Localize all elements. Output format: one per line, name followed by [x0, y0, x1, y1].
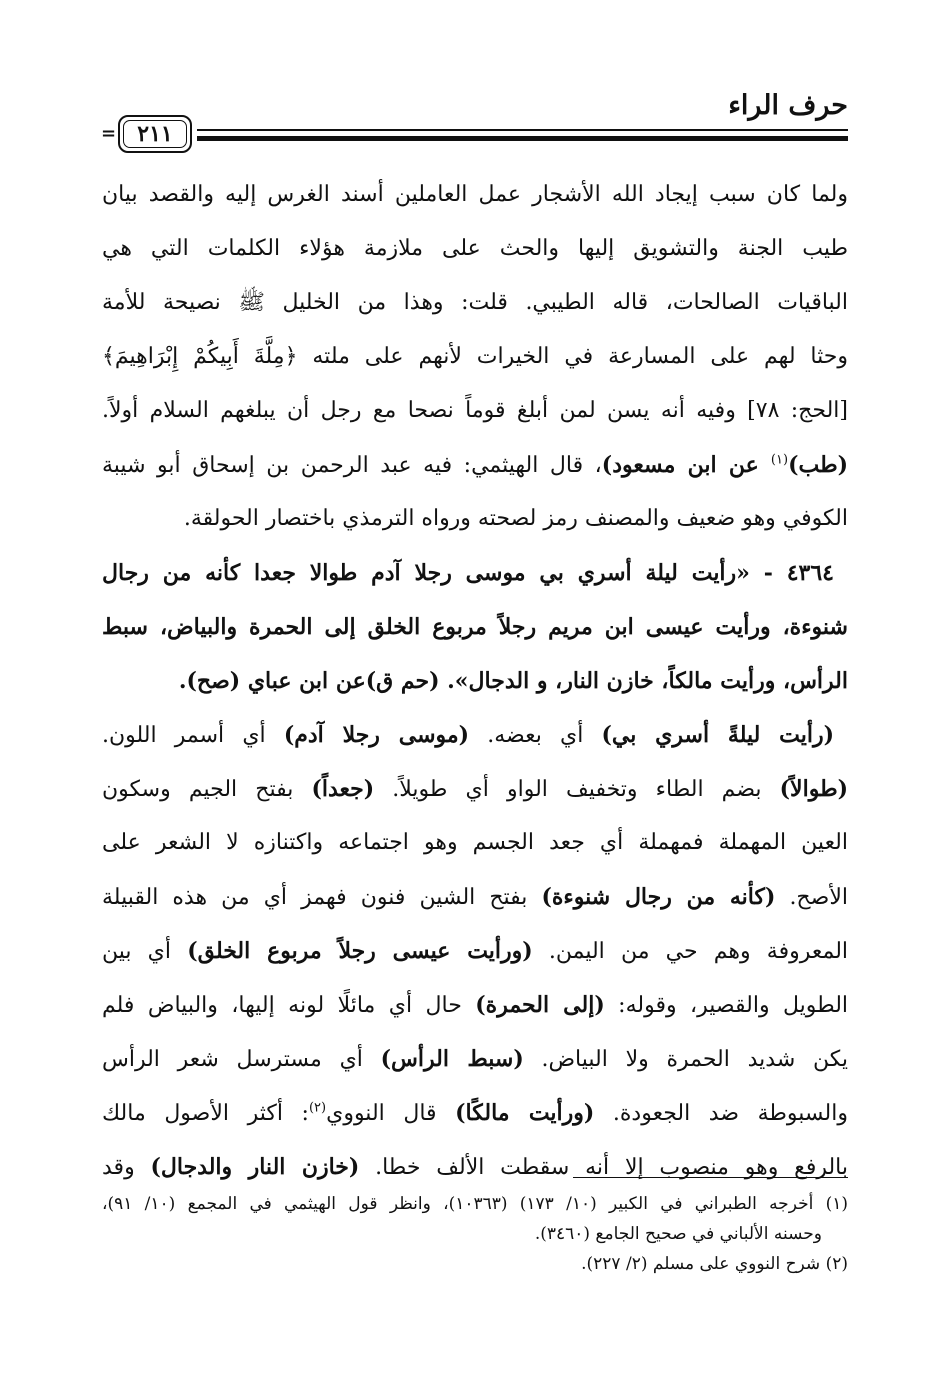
quoted-phrase: (إلى الحمرة): [475, 992, 605, 1018]
text-line: [102, 924, 848, 978]
quoted-phrase: (جعداً): [311, 776, 375, 802]
commentary: ، قال الهيثمي: فيه عبد الرحمن بن إسحاق أبو شيبة: [102, 453, 602, 478]
commentary: أي بعضه.: [469, 723, 602, 748]
footnote-ref-1: (١): [770, 452, 789, 468]
page-number-ornament: =: [101, 123, 117, 144]
text-line: طيب الجنة والتشويق إليها والحث على ملازمة هؤلاء الكلمات التي هي: [102, 236, 848, 261]
source-code: (طب): [788, 452, 848, 478]
text-line: [102, 1086, 848, 1140]
footnote-1-continuation: وحسنه الألباني في صحيح الجامع (٣٤٦٠).: [534, 1224, 822, 1244]
text-line: [102, 978, 848, 1032]
header-double-rule: [197, 129, 848, 141]
page-number-frame: [118, 115, 192, 153]
commentary: أي بين: [102, 939, 188, 964]
text-line: ولما كان سبب إيجاد الله الأشجار عمل العاملين أسند الغرس إليه والقصد بيان: [102, 182, 848, 207]
text-line: الباقيات الصالحات، قاله الطيبي. قلت: وهذا من الخليل ﷺ نصيحة للأمة: [102, 290, 848, 315]
text-line: الكوفي وهو ضعيف والمصنف رمز لصحته ورواه الترمذي باختصار الحولقة.: [183, 506, 848, 531]
page-number: ٢١١: [137, 121, 173, 147]
quoted-phrase: (خازن النار والدجال): [150, 1154, 360, 1180]
quoted-phrase: (كأنه من رجال شنوءة): [541, 884, 776, 910]
text-line: [102, 1032, 848, 1086]
footnote-separator: [573, 1177, 848, 1178]
commentary: أي أسمر اللون.: [102, 723, 284, 748]
main-text: [102, 168, 848, 1194]
commentary: الأصح.: [775, 885, 848, 910]
commentary: أي مسترسل شعر الرأس: [102, 1047, 381, 1072]
narrator: عن ابن مسعود): [601, 452, 771, 478]
text-line: [102, 762, 848, 816]
text-line: وحثا لهم على المسارعة في الخيرات لأنهم على ملته ﴿مِلَّةَ أَبِيكُمْ إِبْرَاهِيمَ﴾: [102, 344, 848, 369]
commentary: بالرفع وهو منصوب إلا أنه سقطت الألف خطا.: [359, 1155, 848, 1180]
text-line: العين المهملة فمهملة أي جعد الجسم وهو اجتماعه واكتنازه لا الشعر على: [102, 830, 848, 855]
quoted-phrase: (سبط الرأس): [380, 1046, 524, 1072]
footnote-1: (١) أخرجه الطبراني في الكبير (١٠/ ١٧٣) (١٠٣٦٣)، وانظر قول الهيثمي في المجمع (١٠/ ٩١)،: [102, 1194, 848, 1214]
commentary: بفتح الجيم وسكون: [102, 777, 312, 802]
commentary: وقد: [102, 1155, 151, 1180]
quoted-phrase: (ورأيت عيسى رجلاً مربوع الخلق): [187, 938, 533, 964]
commentary: يكن شديد الحمرة ولا البياض.: [523, 1047, 848, 1072]
footnote-2: (٢) شرح النووي على مسلم (٢/ ٢٢٧).: [581, 1254, 848, 1274]
commentary: حال أي مائلًا لونه إليها، والبياض فلم: [102, 993, 476, 1018]
footnote-ref-2: (٢): [308, 1100, 327, 1116]
text-line: [102, 870, 848, 924]
quoted-phrase: (موسى رجلا آدم): [283, 722, 470, 748]
quoted-phrase: (طوالاً): [779, 776, 848, 802]
commentary: بضم الطاء وتخفيف الواو أي طويلاً.: [374, 777, 780, 802]
quoted-phrase: (ورأيت مالكًا): [455, 1100, 595, 1126]
text-line: [102, 708, 848, 762]
running-title: حرف الراء: [728, 90, 848, 121]
commentary: : أكثر الأصول مالك: [102, 1101, 309, 1126]
text-line: [الحج: ٧٨] وفيه أنه يسن لمن أبلغ قوماً نصحا مع رجل أن يبلغهم السلام أولاً.: [102, 398, 848, 423]
commentary: والسبوطة ضد الجعودة.: [594, 1101, 848, 1126]
commentary: الطويل والقصير، وقوله:: [604, 993, 848, 1018]
hadith-line: شنوءة، ورأيت عيسى ابن مريم رجلاً مربوع الخلق إلى الحمرة والبياض، سبط: [102, 614, 848, 640]
hadith-line: ٤٣٦٤ - «رأيت ليلة أسري بي موسى رجلا آدم طوالا جعدا كأنه من رجال: [102, 560, 834, 586]
commentary: قال النووي: [326, 1101, 456, 1126]
commentary: المعروفة وهم حي من اليمن.: [532, 939, 848, 964]
hadith-line: الرأس، ورأيت مالكاً، خازن النار، و الدجال». (حم ق)عن ابن عباي (صح).: [178, 668, 848, 694]
text-line: [102, 438, 848, 492]
footnotes: [102, 1189, 848, 1279]
text-line: [102, 1140, 848, 1194]
quoted-phrase: (رأيت ليلةً أسري بي): [601, 722, 835, 748]
commentary: بفتح الشين فنون فهمز أي من هذه القبيلة: [102, 885, 542, 910]
